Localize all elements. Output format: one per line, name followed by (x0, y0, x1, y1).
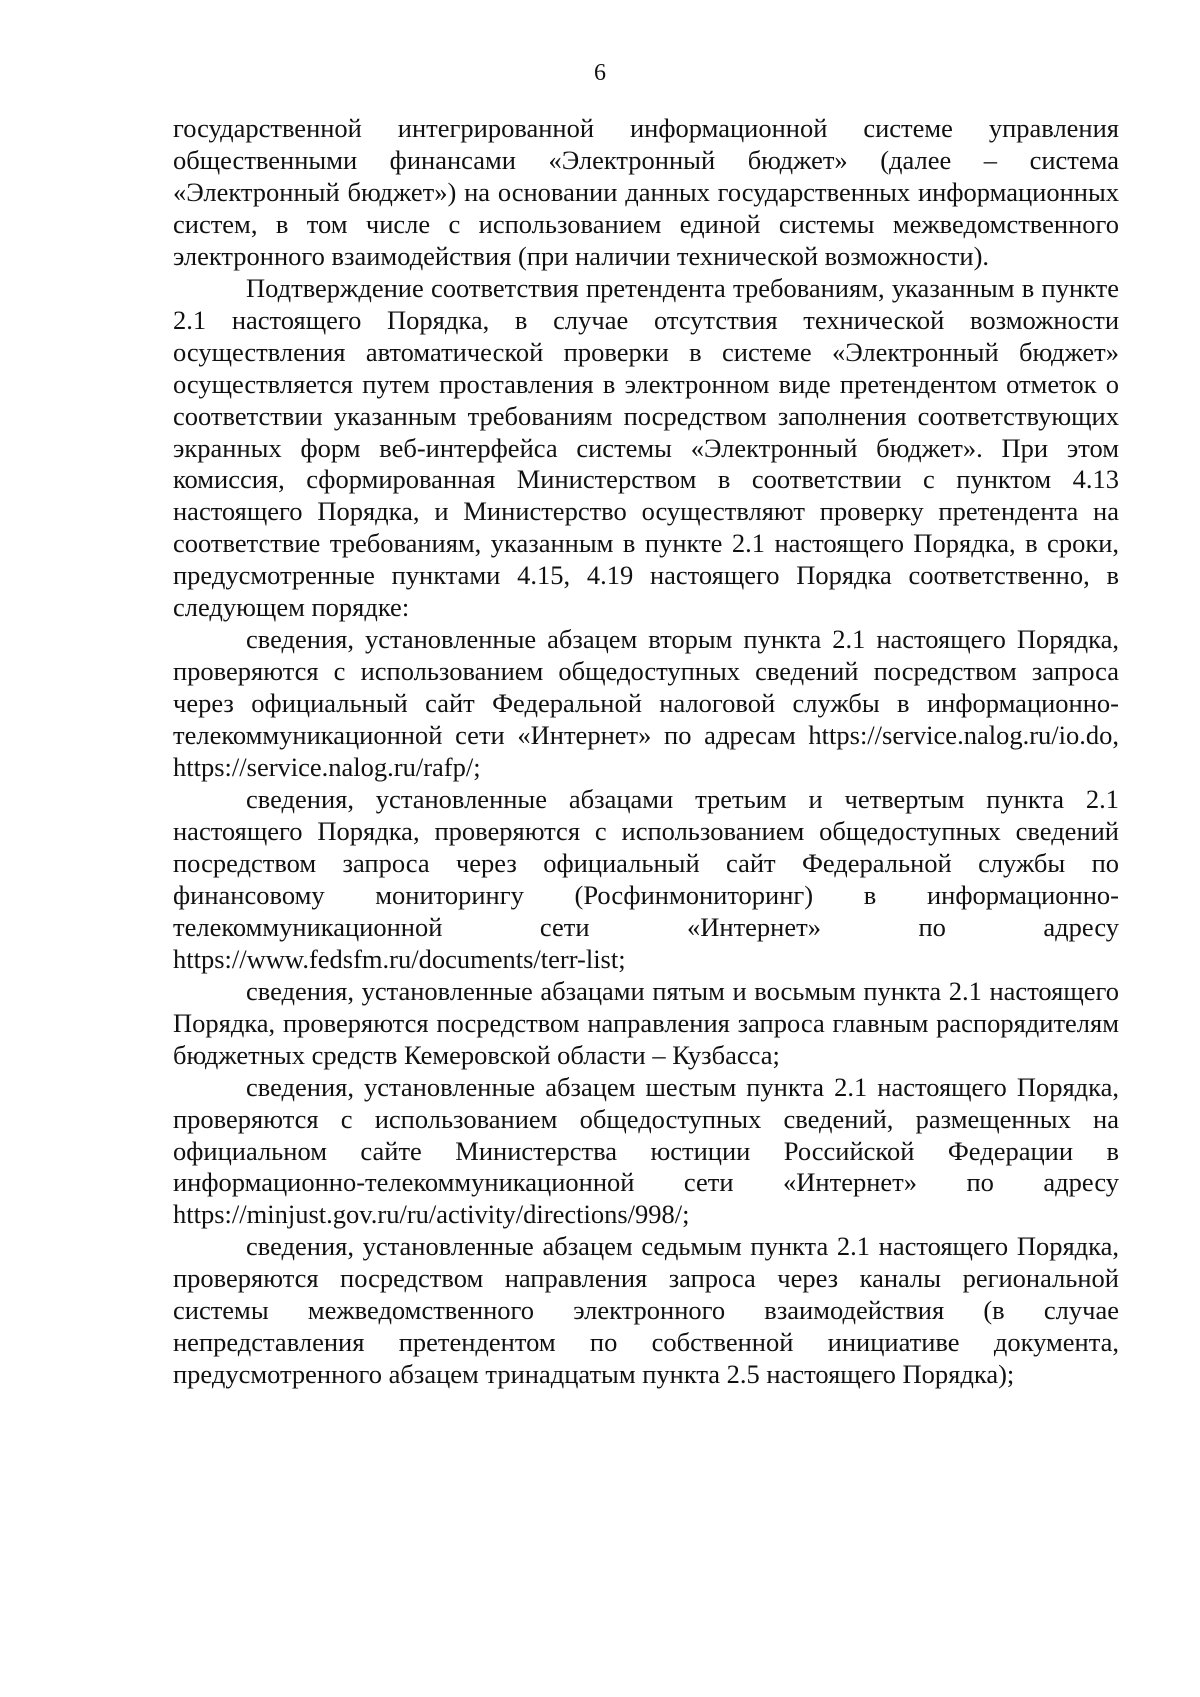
page-number: 6 (594, 60, 606, 86)
paragraph-check-minjust: сведения, установленные абзацем шестым пункта 2.1 настоящего Порядка, проверяются с использованием общедоступных сведений, размещенных на официальном сайте Министерства юстиции Российской Федерации в информационно-телекоммуникационной сети «Интернет» по адресу https://minjust.gov.ru/ru/activity/directions/998/; (173, 1071, 1119, 1230)
paragraph-check-fedsfm: сведения, установленные абзацами третьим и четвертым пункта 2.1 настоящего Порядка, проверяются с использованием общедоступных сведений посредством запроса через официальный сайт Федеральной службы по финансовому мониторингу (Росфинмониторинг) в информационно-телекоммуникационной сети «Интернет» по адресу https://www.fedsfm.ru/documents/terr-list; (173, 784, 1119, 974)
paragraph-confirmation: Подтверждение соответствия претендента требованиям, указанным в пункте 2.1 настоящего Порядка, в случае отсутствия технической возможности осуществления автоматической проверки в системе «Электронный бюджет» осуществляется путем проставления в электронном виде претендентом отметок о соответствии указанным требованиям посредством заполнения соответствующих экранных форм веб-интерфейса системы «Электронный бюджет». При этом комиссия, сформированная Министерством в соответствии с пунктом 4.13 настоящего Порядка, и Министерство осуществляют проверку претендента на соответствие требованиям, указанным в пункте 2.1 настоящего Порядка, в сроки, предусмотренные пунктами 4.15, 4.19 настоящего Порядка соответственно, в следующем порядке: (173, 272, 1119, 623)
paragraph-check-regional-smev: сведения, установленные абзацем седьмым пункта 2.1 настоящего Порядка, проверяются посредством направления запроса через каналы региональной системы межведомственного электронного взаимодействия (в случае непредставления претендентом по собственной инициативе документа, предусмотренного абзацем тринадцатым пункта 2.5 настоящего Порядка); (173, 1231, 1119, 1390)
paragraph-check-budget-managers: сведения, установленные абзацами пятым и восьмым пункта 2.1 настоящего Порядка, проверяются посредством направления запроса главным распорядителям бюджетных средств Кемеровской области – Кузбасса; (173, 975, 1119, 1070)
paragraph-check-nalog: сведения, установленные абзацем вторым пункта 2.1 настоящего Порядка, проверяются с использованием общедоступных сведений посредством запроса через официальный сайт Федеральной налоговой службы в информационно-телекоммуникационной сети «Интернет» по адресам https://service.nalog.ru/io.do, https://service.nalog.ru/rafp/; (173, 624, 1119, 783)
document-body (173, 113, 1119, 1391)
paragraph-continuation: государственной интегрированной информационной системе управления общественными финансами «Электронный бюджет» (далее – система «Электронный бюджет») на основании данных государственных информационных систем, в том числе с использованием единой системы межведомственного электронного взаимодействия (при наличии технической возможности). (173, 113, 1119, 271)
